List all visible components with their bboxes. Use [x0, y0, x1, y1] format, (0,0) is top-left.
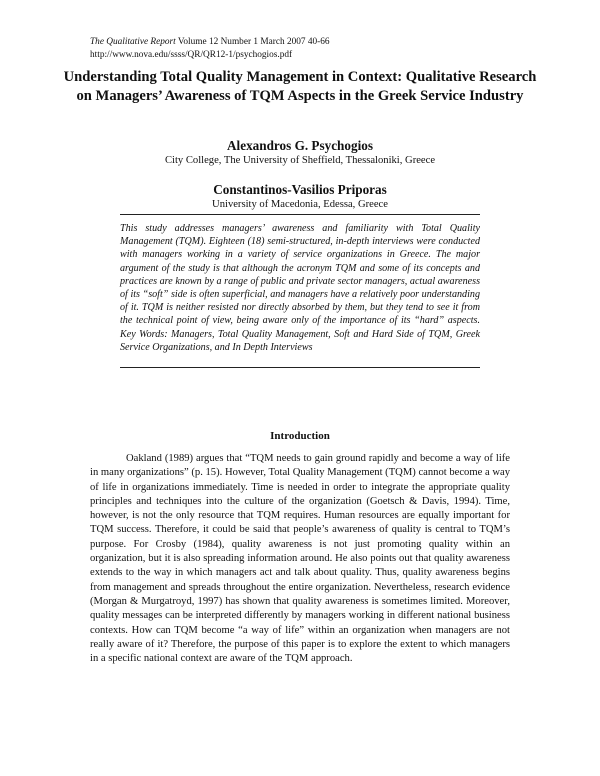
paper-title: Understanding Total Quality Management in Context: Qualitative Research on Managers’ Awareness of TQM Aspects in the Greek Service Industry	[63, 69, 537, 104]
section-heading: Introduction	[270, 430, 330, 442]
journal-name: The Qualitative Report	[90, 37, 176, 47]
article-url: http://www.nova.edu/ssss/QR/QR12-1/psychogios.pdf	[90, 50, 293, 60]
author-name: Alexandros G. Psychogios	[227, 138, 373, 153]
intro-paragraph: Oakland (1989) argues that “TQM needs to gain ground rapidly and become a way of life in many organizations” (p. 15). However, Total Quality Management (TQM) cannot become a way of life in organizations immediately. Time is needed in order to integrate the appropriate quality principles and techniques into the culture of the organization (Goetsch & Davis, 1994). Time, however, is not the only resource that TQM requires. Human resources are equally important for TQM success. Therefore, it could be said that people’s awareness of quality is central to TQM’s purpose. For Crosby (1984), quality awareness is not just promoting quality within an organization, but it is also spreading information around. He also points out that quality awareness extends to the way in which managers act and talk about quality. Thus, quality awareness begins from management and spreads throughout the entire organization. Nevertheless, research evidence (Morgan & Murgatroyd, 1997) has shown that quality awareness is sometimes limited. Moreover, quality messages can be interpreted differently by managers working in different national business contexts. How can TQM become “a way of life” within an organization when managers are not really aware of it? Therefore, the purpose of this paper is to explore the extent to which managers in a specific national context are aware of the TQM approach.	[90, 453, 510, 665]
running-header	[90, 36, 330, 62]
author-block-1	[60, 138, 540, 168]
citation-line	[90, 36, 330, 49]
author-name: Constantinos-Vasilios Priporas	[213, 182, 387, 197]
abstract-box	[120, 214, 480, 368]
author-affiliation: City College, The University of Sheffield, Thessaloniki, Greece	[164, 155, 436, 166]
issue-info: Volume 12 Number 1 March 2007 40-66	[175, 37, 330, 47]
abstract-text: This study addresses managers’ awareness and familiarity with Total Quality Management (TQM). Eighteen (18) semi-structured, in-depth interviews were conducted with managers working in a variety of service organizations in Greece. The major argument of the study is that although the acronym TQM and some of its concepts and practices are known by a range of public and private sector managers, actual awareness of its “soft” side is often superficial, and managers have a relatively poor understanding of it. TQM is neither resisted nor directly absorbed by them, but they tend to see it from the technical point of view, being aware only of the importance of its “hard” aspects. Key Words: Managers, Total Quality Management, Soft and Hard Side of TQM, Greek Service Organizations, and In Depth Interviews	[120, 223, 480, 353]
author-block-2	[60, 182, 540, 212]
author-affiliation: University of Macedonia, Edessa, Greece	[212, 199, 388, 210]
